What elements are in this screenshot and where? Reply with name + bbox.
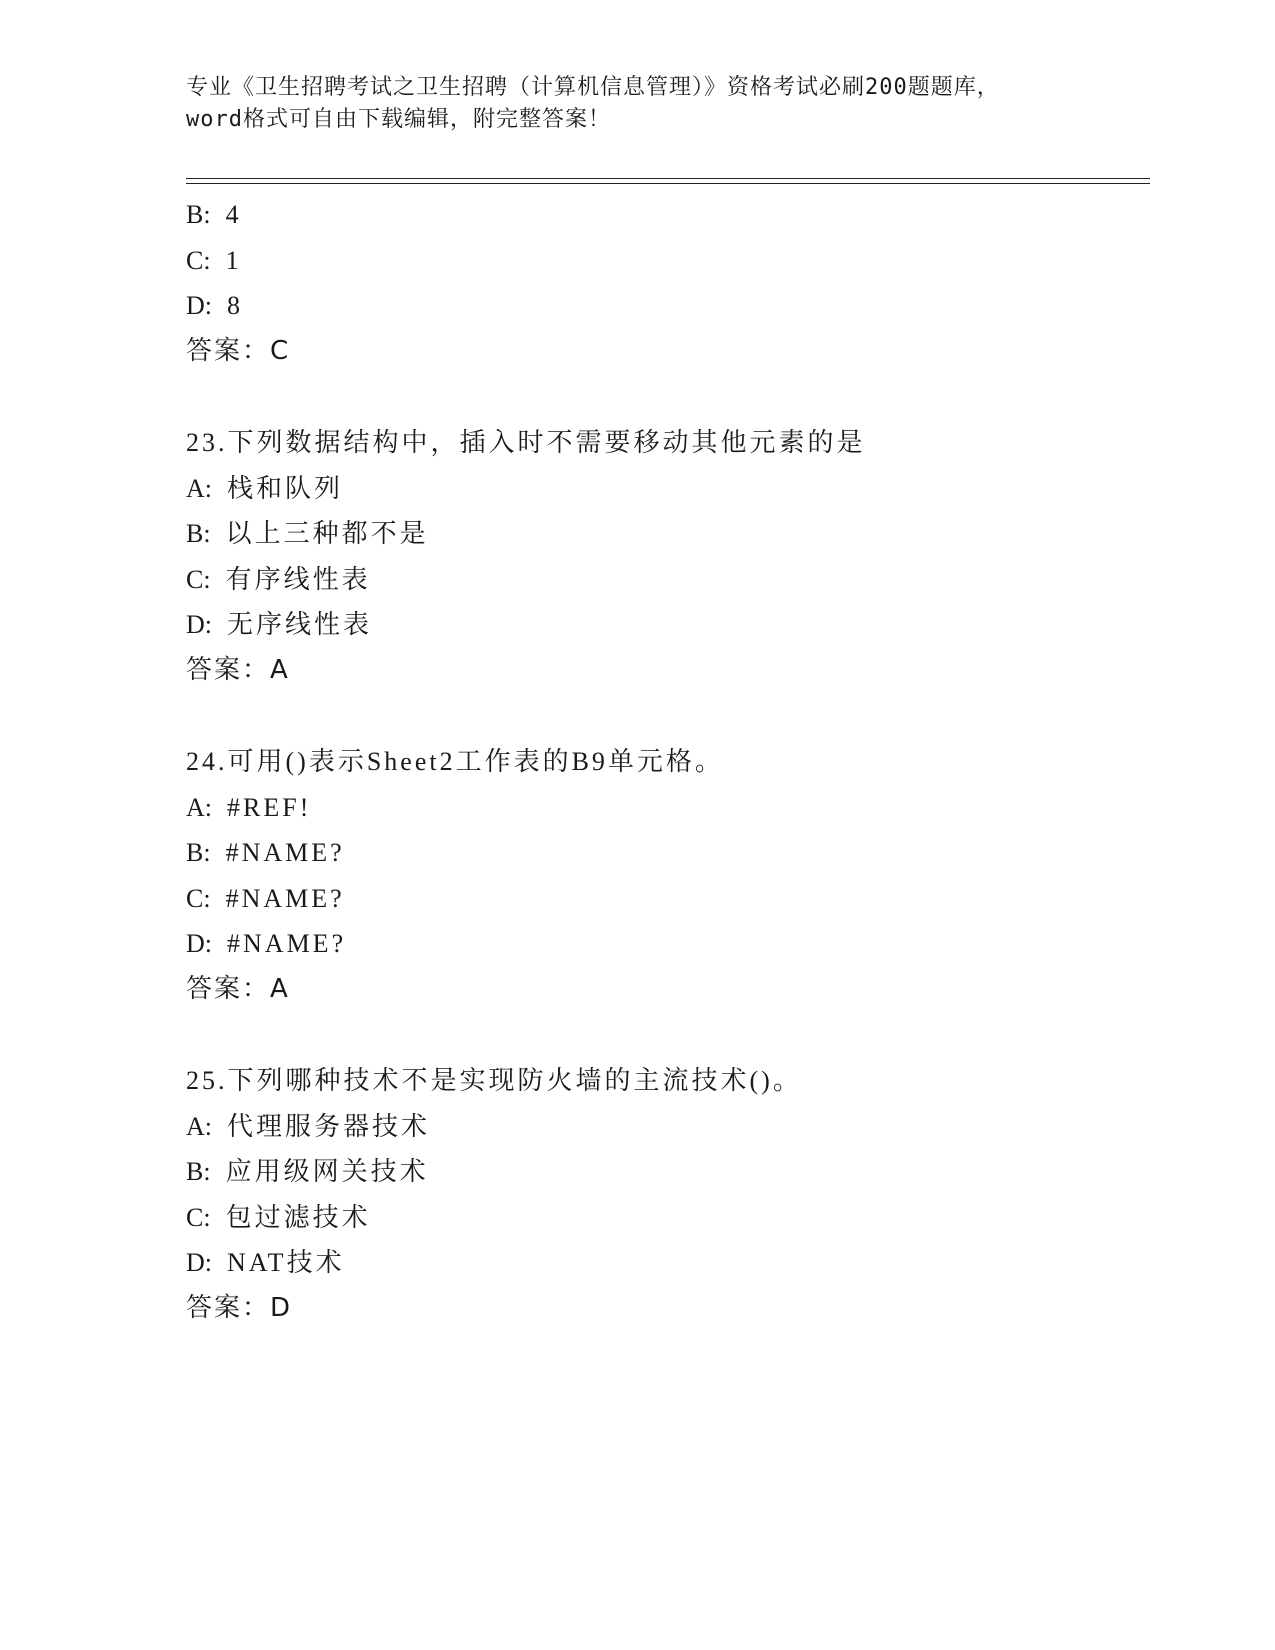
answer-line: 答案：A xyxy=(186,654,290,685)
option-a: A: 代理服务器技术 xyxy=(186,1111,431,1141)
option-c: C: 有序线性表 xyxy=(186,564,371,594)
option-key: B xyxy=(186,1157,204,1186)
option-key: C xyxy=(186,1202,204,1232)
option-key: D xyxy=(186,1248,205,1277)
question-title: 24.可用()表示Sheet2工作表的B9单元格。 xyxy=(186,747,724,776)
question-24 xyxy=(186,739,1150,1012)
option-d: D: #NAME? xyxy=(186,929,347,958)
document-header xyxy=(186,72,1086,136)
question-25 xyxy=(186,1058,1150,1331)
option-key: B xyxy=(186,200,204,229)
option-d: D: NAT技术 xyxy=(186,1248,345,1277)
answer-line: 答案：C xyxy=(186,335,291,366)
option-text: 4 xyxy=(225,200,242,229)
option-key: D xyxy=(186,610,205,639)
option-key: D xyxy=(186,291,205,320)
option-c: C: #NAME? xyxy=(186,883,345,913)
option-text: NAT技术 xyxy=(227,1248,345,1277)
option-d: D: 无序线性表 xyxy=(186,610,373,639)
option-d: D: 8 xyxy=(186,291,244,320)
option-text: 8 xyxy=(227,291,244,320)
option-text: #NAME? xyxy=(225,883,345,913)
option-key: A xyxy=(186,1111,205,1141)
option-a: A: 栈和队列 xyxy=(186,473,344,503)
header-line-1: 专业《卫生招聘考试之卫生招聘（计算机信息管理）》资格考试必刷200题题库， xyxy=(186,75,1000,100)
option-text: #REF! xyxy=(227,792,312,822)
header-line-2: word格式可自由下载编辑，附完整答案！ xyxy=(186,107,611,132)
option-c: C: 1 xyxy=(186,245,242,275)
question-list xyxy=(186,192,1150,1331)
question-title: 23.下列数据结构中，插入时不需要移动其他元素的是 xyxy=(186,428,866,457)
option-c: C: 包过滤技术 xyxy=(186,1202,371,1232)
header-divider-bottom xyxy=(186,183,1150,184)
question-title: 25.下列哪种技术不是实现防火墙的主流技术()。 xyxy=(186,1066,802,1095)
header-divider-top xyxy=(186,178,1150,179)
option-a: A: #REF! xyxy=(186,792,312,822)
option-b: B: 4 xyxy=(186,200,242,229)
option-text: 包过滤技术 xyxy=(225,1202,371,1232)
option-key: D xyxy=(186,929,205,958)
option-text: 栈和队列 xyxy=(227,473,344,503)
option-text: 以上三种都不是 xyxy=(225,519,429,548)
option-text: 1 xyxy=(225,245,242,275)
option-key: C xyxy=(186,245,204,275)
option-text: #NAME? xyxy=(225,838,345,867)
option-key: C xyxy=(186,883,204,913)
option-key: B xyxy=(186,838,204,867)
option-key: B xyxy=(186,519,204,548)
option-text: 有序线性表 xyxy=(225,564,371,594)
option-text: #NAME? xyxy=(227,929,347,958)
answer-line: 答案：D xyxy=(186,1292,293,1323)
answer-line: 答案：A xyxy=(186,973,290,1004)
option-key: C xyxy=(186,564,204,594)
option-b: B: 应用级网关技术 xyxy=(186,1157,429,1186)
question-23 xyxy=(186,420,1150,693)
option-key: A xyxy=(186,792,205,822)
question-22-continued xyxy=(186,192,1150,374)
option-b: B: #NAME? xyxy=(186,838,345,867)
option-text: 无序线性表 xyxy=(227,610,373,639)
option-text: 应用级网关技术 xyxy=(225,1157,429,1186)
option-b: B: 以上三种都不是 xyxy=(186,519,429,548)
option-key: A xyxy=(186,473,205,503)
option-text: 代理服务器技术 xyxy=(227,1111,431,1141)
